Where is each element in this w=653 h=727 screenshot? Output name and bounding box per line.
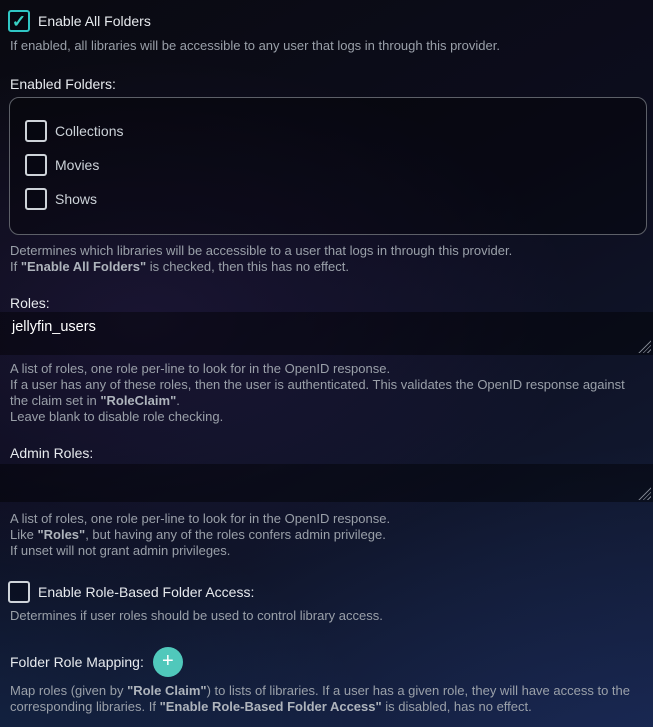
admin-roles-textarea[interactable] [0, 464, 653, 502]
role-based-folder-access-field [0, 581, 653, 624]
admin-roles-field [0, 446, 653, 559]
role-based-folder-access-description: Determines if user roles should be used to control library access. [10, 608, 383, 623]
enable-all-folders-checkbox-row[interactable] [8, 10, 653, 32]
folder-role-mapping-field [0, 647, 653, 715]
roles-label: Roles: [10, 295, 50, 311]
folder-option-movies[interactable] [25, 154, 630, 176]
enable-all-folders-checkbox[interactable] [8, 10, 30, 32]
enabled-folders-list [9, 97, 647, 235]
enable-all-folders-description: If enabled, all libraries will be accessible to any user that logs in through this provider. [10, 38, 500, 53]
folder-option-collections[interactable] [25, 120, 630, 142]
folder-role-mapping-description: Map roles (given by "Role Claim") to lists of libraries. If a user has a given role, they will have access to the corresponding libraries. If "Enable Role-Based Folder Access" is disabled, has no effect. [10, 683, 630, 714]
roles-field [0, 296, 653, 425]
shows-label: Shows [55, 191, 98, 207]
enabled-folders-label: Enabled Folders: [10, 76, 116, 92]
admin-roles-description: A list of roles, one role per-line to look for in the OpenID response. Like "Roles", but having any of the roles confers admin privilege. If unset will not grant admin privileges. [10, 511, 391, 558]
checkmark-icon: ✓ [11, 11, 27, 31]
collections-label: Collections [55, 123, 124, 139]
roles-textarea[interactable] [0, 312, 653, 355]
shows-checkbox[interactable] [25, 188, 47, 210]
roles-textarea-wrap [0, 312, 653, 355]
admin-roles-label: Admin Roles: [10, 445, 94, 461]
roles-description: A list of roles, one role per-line to look for in the OpenID response. If a user has any of these roles, then the user is authenticated. This validates the OpenID response against the claim set in "RoleClaim". Leave blank to disable role checking. [10, 361, 625, 424]
role-based-folder-access-label: Enable Role-Based Folder Access: [38, 584, 255, 600]
folder-role-mapping-row [10, 647, 643, 677]
enable-all-folders-label: Enable All Folders [38, 13, 151, 29]
enabled-folders-field [0, 77, 653, 275]
admin-roles-textarea-wrap [0, 464, 653, 502]
enable-all-folders-field [0, 10, 653, 54]
collections-checkbox[interactable] [25, 120, 47, 142]
role-based-folder-access-checkbox-row[interactable] [8, 581, 653, 603]
add-folder-role-mapping-button[interactable] [153, 647, 183, 677]
role-based-folder-access-checkbox[interactable] [8, 581, 30, 603]
folder-role-mapping-label: Folder Role Mapping: [10, 654, 144, 670]
enabled-folders-description: Determines which libraries will be accessible to a user that logs in through this provider. If "Enable All Folders" is checked, then this has no effect. [10, 243, 513, 274]
plus-icon: + [162, 650, 174, 672]
folder-option-shows[interactable] [25, 188, 630, 210]
movies-checkbox[interactable] [25, 154, 47, 176]
movies-label: Movies [55, 157, 100, 173]
